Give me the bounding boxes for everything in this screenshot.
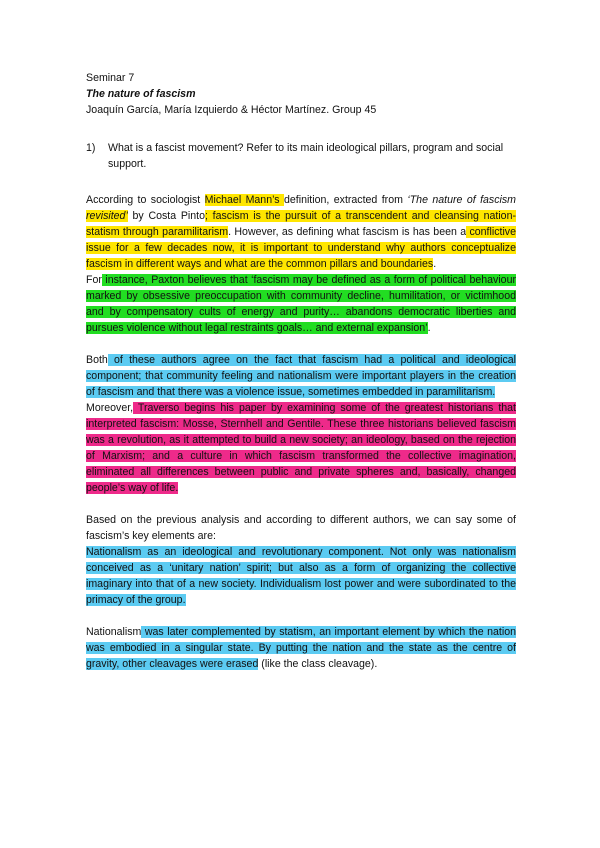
text-run: Moreover, xyxy=(86,402,134,414)
highlight-yellow: ; fascism is the pursuit of a transcendent and cleansing nation-statism through paramilitarism xyxy=(86,210,516,238)
spacer xyxy=(86,496,516,512)
text-run: definition, extracted from xyxy=(283,194,408,206)
paragraph-key-elements xyxy=(86,512,516,608)
document-title: The nature of fascism xyxy=(86,88,196,100)
question-item xyxy=(86,140,516,172)
highlight-pink: Traverso begins his paper by examining some of the greatest historians that interpreted fascism: Mosse, Sternhell and Gentile. These three historians believed fascism was a revolution, as it attempted to build a new society; an ideology, based on the rejection of Marxism; and a culture in which fascism transformed the collective imagination, eliminated all differences between public and private spheres and, basically, changed people’s way of life. xyxy=(86,402,516,494)
highlight-yellow: revisited’ xyxy=(86,210,128,222)
highlight-blue: of these authors agree on the fact that fascism had a political and ideological component; that community feeling and nationalism were important players in the creation of fascism and that there was a violence issue, sometimes embedded in paramilitarism. xyxy=(86,354,516,398)
question-number: 1) xyxy=(86,142,96,154)
text-run: Based on the previous analysis and according to different authors, we can say some of fascism’s key elements are: xyxy=(86,514,516,542)
text-run: . xyxy=(433,258,437,270)
spacer xyxy=(86,608,516,624)
document-page xyxy=(86,70,516,672)
text-run: Both xyxy=(86,354,108,366)
text-run: (like the class cleavage). xyxy=(258,658,378,670)
text-run: Nationalism xyxy=(86,626,142,638)
highlight-yellow: conflictive issue for a few decades now, it is important to understand why authors conceptualize fascism in different ways and what are the common pillars and boundaries xyxy=(86,226,516,270)
seminar-label: Seminar 7 xyxy=(86,72,135,84)
highlight-blue: Nationalism as an ideological and revolutionary component. Not only was nationalism conceived as a ‘unitary nation’ spirit; but also as a form of organizing the collective imaginary into that of a new society. Individualism lost power and were subordinated to the primacy of the group. xyxy=(86,546,516,606)
paragraph-mann-definition xyxy=(86,192,516,272)
text-run: According to sociologist xyxy=(86,194,205,206)
highlight-yellow: Michael Mann’s xyxy=(204,194,284,206)
text-run: . However, as defining what fascism is has been a xyxy=(228,226,467,238)
text-run: . xyxy=(427,322,431,334)
paragraph-paxton xyxy=(86,272,516,336)
spacer xyxy=(86,336,516,352)
paragraph-traverso xyxy=(86,400,516,496)
question-text: What is a fascist movement? Refer to its main ideological pillars, program and social support. xyxy=(108,142,504,170)
authors-line: Joaquín García, María Izquierdo & Héctor Martínez. Group 45 xyxy=(86,104,377,116)
paragraph-agreement xyxy=(86,352,516,400)
highlight-blue: was later complemented by statism, an important element by which the nation was embodied in a singular state. By putting the nation and the state as the centre of gravity, other cleavages were erased xyxy=(86,626,516,670)
text-run: by Costa Pinto xyxy=(127,210,205,222)
paragraph-statism xyxy=(86,624,516,672)
text-run-italic: ‘The nature of fascism xyxy=(407,194,516,206)
highlight-green: instance, Paxton believes that ‘fascism may be defined as a form of political behaviour marked by obsessive preoccupation with community decline, humilitation, or victimhood and by compensatory cults of energy and purity… abandons democratic liberties and pursues violence without legal restraints goals… and external expansion’ xyxy=(86,274,516,334)
text-run: For xyxy=(86,274,102,286)
